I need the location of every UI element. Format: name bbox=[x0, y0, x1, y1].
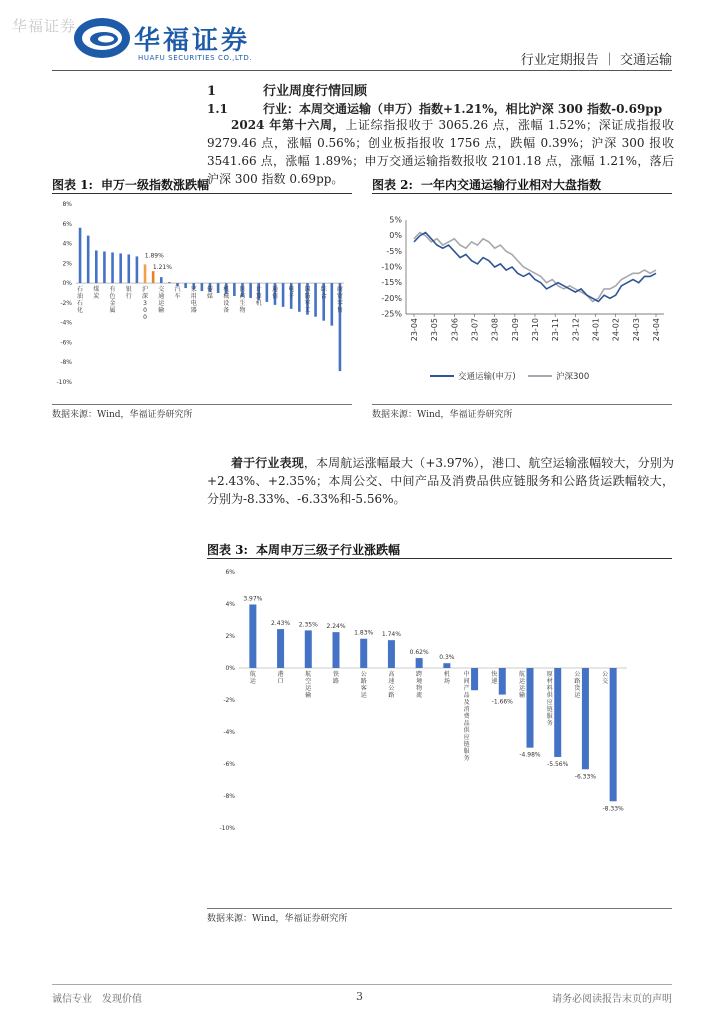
fig1-category-label: 沪深 3 0 0 bbox=[142, 286, 149, 322]
fig1-y-tick: 8% bbox=[62, 201, 72, 208]
fig3-data-label: 1.83% bbox=[354, 629, 374, 637]
fig1-bar bbox=[79, 228, 82, 283]
fig3-data-label: 2.35% bbox=[298, 621, 318, 629]
fig3-title-text: 本周申万三级子行业涨跌幅 bbox=[255, 543, 400, 557]
fig1-bar bbox=[95, 250, 98, 283]
section-number: 1 bbox=[207, 84, 217, 99]
paragraph-lead: 着于行业表现 bbox=[231, 456, 304, 470]
fig2-y-tick: -20% bbox=[381, 293, 402, 303]
fig1-y-tick: 4% bbox=[62, 240, 72, 248]
fig3-data-label: -4.98% bbox=[519, 751, 541, 759]
fig2-x-tick-label: 23-11 bbox=[551, 318, 561, 342]
fig1-category-label: 通信 bbox=[271, 286, 278, 301]
fig1-bar bbox=[127, 254, 130, 283]
fig1-bar bbox=[152, 271, 155, 283]
section-heading bbox=[207, 80, 367, 99]
fig3-data-label: 0.62% bbox=[409, 649, 429, 657]
fig1-title-text: 申万一级指数涨跌幅 bbox=[100, 178, 209, 192]
fig1-category-label: 电子 bbox=[288, 286, 295, 301]
fig2-x-tick-label: 23-10 bbox=[531, 318, 540, 342]
fig2-source-rule bbox=[372, 404, 672, 405]
fig3-bar bbox=[416, 658, 423, 668]
fig2-x-tick-label: 23-09 bbox=[510, 318, 520, 342]
fig3-bar bbox=[443, 663, 450, 668]
paragraph-lead: 2024 年第十六周， bbox=[231, 118, 346, 132]
fig1-category-label: 传媒 bbox=[206, 286, 214, 301]
fig3-y-tick: -8% bbox=[223, 793, 235, 800]
fig2-y-tick: 0% bbox=[389, 231, 402, 241]
fig2-x-tick-label: 23-04 bbox=[410, 318, 419, 342]
fig3-source-rule bbox=[207, 908, 672, 909]
fig3-category-label: 原材料供应链服务 bbox=[546, 671, 553, 727]
fig1-category-label: 家用电器 bbox=[190, 286, 197, 315]
fig3-category-label: 港口 bbox=[277, 671, 284, 685]
fig3-source: 数据来源：Wind，华福证券研究所 bbox=[207, 914, 348, 924]
fig1-y-tick: 0% bbox=[62, 280, 72, 288]
header-divider bbox=[52, 70, 672, 71]
fig1-bar bbox=[298, 283, 301, 312]
fig1-category-label: 计算机 bbox=[255, 286, 262, 308]
fig1-bar bbox=[233, 283, 236, 296]
fig3-title bbox=[207, 541, 400, 558]
fig1-data-label: 1.89% bbox=[144, 252, 164, 260]
fig2-x-tick-label: 23-08 bbox=[490, 318, 500, 342]
company-logo-icon bbox=[72, 14, 132, 62]
fig3-data-label: 3.97% bbox=[243, 595, 263, 603]
fig1-bar bbox=[144, 264, 147, 283]
fig2-legend-label: 沪深300 bbox=[556, 372, 590, 382]
subsection-number: 1.1 bbox=[207, 102, 228, 116]
page-number: 3 bbox=[356, 990, 363, 1003]
fig3-bar bbox=[610, 668, 617, 801]
fig3-category-label: 公路货运 bbox=[574, 671, 581, 699]
fig3-data-label: 1.74% bbox=[381, 631, 401, 639]
fig1-label: 图表 1: bbox=[52, 178, 93, 192]
fig3-data-label: 2.24% bbox=[326, 623, 346, 631]
fig1-bar bbox=[249, 283, 252, 298]
fig3-category-label: 航运运输 bbox=[518, 671, 526, 699]
fig3-bar bbox=[305, 630, 312, 668]
footer-slogan: 诚信专业 发现价值 bbox=[52, 994, 142, 1005]
fig1-bar bbox=[136, 256, 139, 283]
brand-name-cn: 华福证券 bbox=[134, 26, 251, 56]
fig3-bar bbox=[582, 668, 589, 769]
fig1-bar bbox=[111, 252, 114, 283]
fig2-x-tick-label: 24-02 bbox=[611, 318, 621, 342]
fig2-y-tick: -10% bbox=[381, 262, 402, 272]
fig1-title-rule bbox=[52, 193, 352, 194]
fig3-category-label: 公交 bbox=[602, 671, 609, 685]
fig3-y-tick: -10% bbox=[219, 825, 235, 832]
fig1-y-tick: -8% bbox=[60, 359, 72, 367]
fig3-bar bbox=[333, 632, 340, 668]
fig1-category-label: 煤炭 bbox=[93, 286, 100, 301]
fig1-category-label: 交通运输 bbox=[158, 286, 165, 315]
fig1-bar bbox=[331, 283, 334, 326]
fig3-y-tick: 2% bbox=[225, 633, 235, 640]
watermark-text: 华福证券 bbox=[12, 17, 77, 35]
fig3-category-label: 航运 bbox=[249, 671, 256, 685]
fig2-y-tick: -15% bbox=[381, 278, 402, 288]
fig1-category-label: 国防军工 bbox=[304, 286, 311, 315]
fig1-bar bbox=[266, 283, 269, 302]
fig1-source: 数据来源：Wind，华福证券研究所 bbox=[52, 410, 193, 420]
fig1-bar bbox=[168, 282, 171, 283]
fig2-x-tick-label: 24-03 bbox=[631, 318, 641, 342]
fig3-y-tick: -2% bbox=[223, 697, 235, 704]
fig2-y-tick: -25% bbox=[381, 309, 402, 319]
fig1-title bbox=[52, 176, 209, 193]
fig3-y-tick: -4% bbox=[223, 729, 235, 736]
fig1-bar bbox=[103, 251, 106, 283]
fig2-x-tick-label: 23-06 bbox=[450, 318, 460, 342]
fig3-bar bbox=[388, 640, 395, 668]
fig3-category-label: 铁路 bbox=[332, 671, 340, 685]
subsection-heading bbox=[207, 100, 662, 117]
fig3-data-label: -8.33% bbox=[602, 805, 624, 813]
fig1-bar bbox=[160, 277, 163, 283]
fig2-label: 图表 2: bbox=[372, 178, 413, 192]
fig2-x-tick-label: 23-05 bbox=[430, 318, 440, 342]
fig1-bar bbox=[217, 283, 220, 293]
fig3-category-label: 快递 bbox=[491, 671, 498, 685]
fig1-data-label: 1.21% bbox=[152, 264, 172, 272]
fig3-y-tick: 0% bbox=[225, 665, 235, 672]
fig2-x-tick-label: 23-12 bbox=[571, 318, 581, 342]
fig3-data-label: -6.33% bbox=[574, 773, 597, 781]
paragraph-body: 上证综指报收于 3065.26 点，涨幅 1.52%；深证成指报收 9279.46 点，涨幅 0.56%；创业板指报收 1756 点，跌幅 0.39%；沪深 300 报收 3541.66 点，涨幅 1.89%；申万交通运输指数报收 2101.18 点，涨幅 1.21%，落后沪深 300 指数 0.69pp。 bbox=[207, 118, 674, 186]
fig3-category-label: 机场 bbox=[443, 671, 450, 685]
fig2-x-tick-label: 23-07 bbox=[470, 318, 480, 342]
fig3-y-tick: -6% bbox=[223, 761, 235, 768]
fig2-series-line bbox=[414, 233, 656, 302]
fig2-x-tick-label: 24-04 bbox=[652, 318, 661, 342]
fig1-category-label: 医药生物 bbox=[239, 286, 246, 315]
fig3-bar bbox=[527, 668, 534, 748]
fig1-source-rule bbox=[52, 404, 352, 405]
fig2-source: 数据来源：Wind，华福证券研究所 bbox=[372, 410, 513, 420]
fig1-category-label: 商贸零售 bbox=[336, 286, 343, 315]
fig1-y-tick: -6% bbox=[60, 339, 72, 347]
fig2-chart bbox=[372, 196, 672, 396]
fig3-category-label: 中间产品及消费品供应链服务 bbox=[463, 671, 470, 762]
industry-performance-paragraph bbox=[207, 454, 674, 508]
fig3-category-label: 跨境物流 bbox=[416, 671, 423, 699]
fig3-chart bbox=[207, 562, 672, 902]
fig3-bar bbox=[277, 629, 284, 668]
fig3-data-label: 0.3% bbox=[439, 654, 455, 662]
fig1-category-label: 石油石化 bbox=[77, 286, 84, 315]
footer-divider bbox=[52, 984, 672, 985]
document-type: 行业定期报告 ｜ 交通运输 bbox=[520, 53, 672, 68]
subsection-title: 行业：本周交通运输（申万）指数+1.21%，相比沪深 300 指数-0.69pp bbox=[263, 102, 663, 116]
fig1-chart bbox=[52, 196, 352, 396]
fig2-title bbox=[372, 176, 601, 193]
fig3-bar bbox=[360, 639, 367, 668]
fig2-x-tick-label: 24-01 bbox=[591, 318, 601, 342]
paragraph-body: ，本周航运涨幅最大（+3.97%），港口、航空运输涨幅较大，分别为+2.43%、+2.35%；本周公交、中间产品及消费品供应链服务和公路货运跌幅较大，分别为-8.33%、-6.33%和-5.56%。 bbox=[207, 456, 674, 506]
fig1-category-label: 汽车 bbox=[174, 286, 181, 301]
fig1-y-tick: -4% bbox=[60, 319, 72, 327]
fig3-y-tick: 4% bbox=[225, 601, 235, 608]
fig3-data-label: -5.56% bbox=[547, 760, 569, 768]
fig3-bar bbox=[499, 668, 506, 695]
fig3-y-tick: 6% bbox=[225, 569, 235, 576]
fig1-y-tick: -2% bbox=[60, 299, 72, 307]
fig3-bar bbox=[471, 668, 478, 690]
fig3-title-rule bbox=[207, 558, 672, 559]
fig1-category-label: 银行 bbox=[125, 286, 132, 301]
fig3-category-label: 公路客运 bbox=[360, 671, 367, 699]
fig1-category-label: 有色金属 bbox=[109, 286, 116, 315]
fig3-data-label: 2.43% bbox=[271, 620, 291, 628]
fig1-y-tick: 2% bbox=[62, 260, 72, 268]
fig3-data-label: -1.66% bbox=[491, 698, 513, 706]
fig1-y-tick: 6% bbox=[62, 220, 72, 228]
section-title: 行业周度行情回顾 bbox=[263, 84, 368, 99]
footer-disclaimer: 请务必阅读报告末页的声明 bbox=[552, 994, 672, 1005]
fig1-bar bbox=[201, 283, 204, 291]
fig3-category-label: 高速公路 bbox=[388, 671, 395, 699]
fig1-category-label: 机械设备 bbox=[223, 286, 230, 315]
fig2-title-text: 一年内交通运输行业相对大盘指数 bbox=[420, 178, 601, 192]
brand-name-en: HUAFU SECURITIES CO.,LTD. bbox=[138, 54, 253, 62]
fig3-category-label: 航空运输 bbox=[305, 671, 312, 699]
fig1-bar bbox=[87, 236, 90, 283]
fig3-label: 图表 3: bbox=[207, 543, 248, 557]
fig2-legend-label: 交通运输(申万) bbox=[458, 372, 516, 382]
fig2-title-rule bbox=[372, 193, 672, 194]
fig1-bar bbox=[184, 283, 187, 288]
fig1-y-tick: -10% bbox=[56, 379, 72, 386]
fig2-y-tick: -5% bbox=[386, 246, 402, 256]
fig3-bar bbox=[554, 668, 561, 757]
fig1-bar bbox=[282, 283, 285, 307]
fig1-category-label: 综合 bbox=[320, 286, 327, 301]
fig2-y-tick: 5% bbox=[389, 215, 402, 225]
fig1-bar bbox=[119, 253, 122, 283]
fig1-bar bbox=[314, 283, 317, 317]
fig3-bar bbox=[249, 604, 256, 668]
fig2-series-line bbox=[414, 233, 656, 302]
